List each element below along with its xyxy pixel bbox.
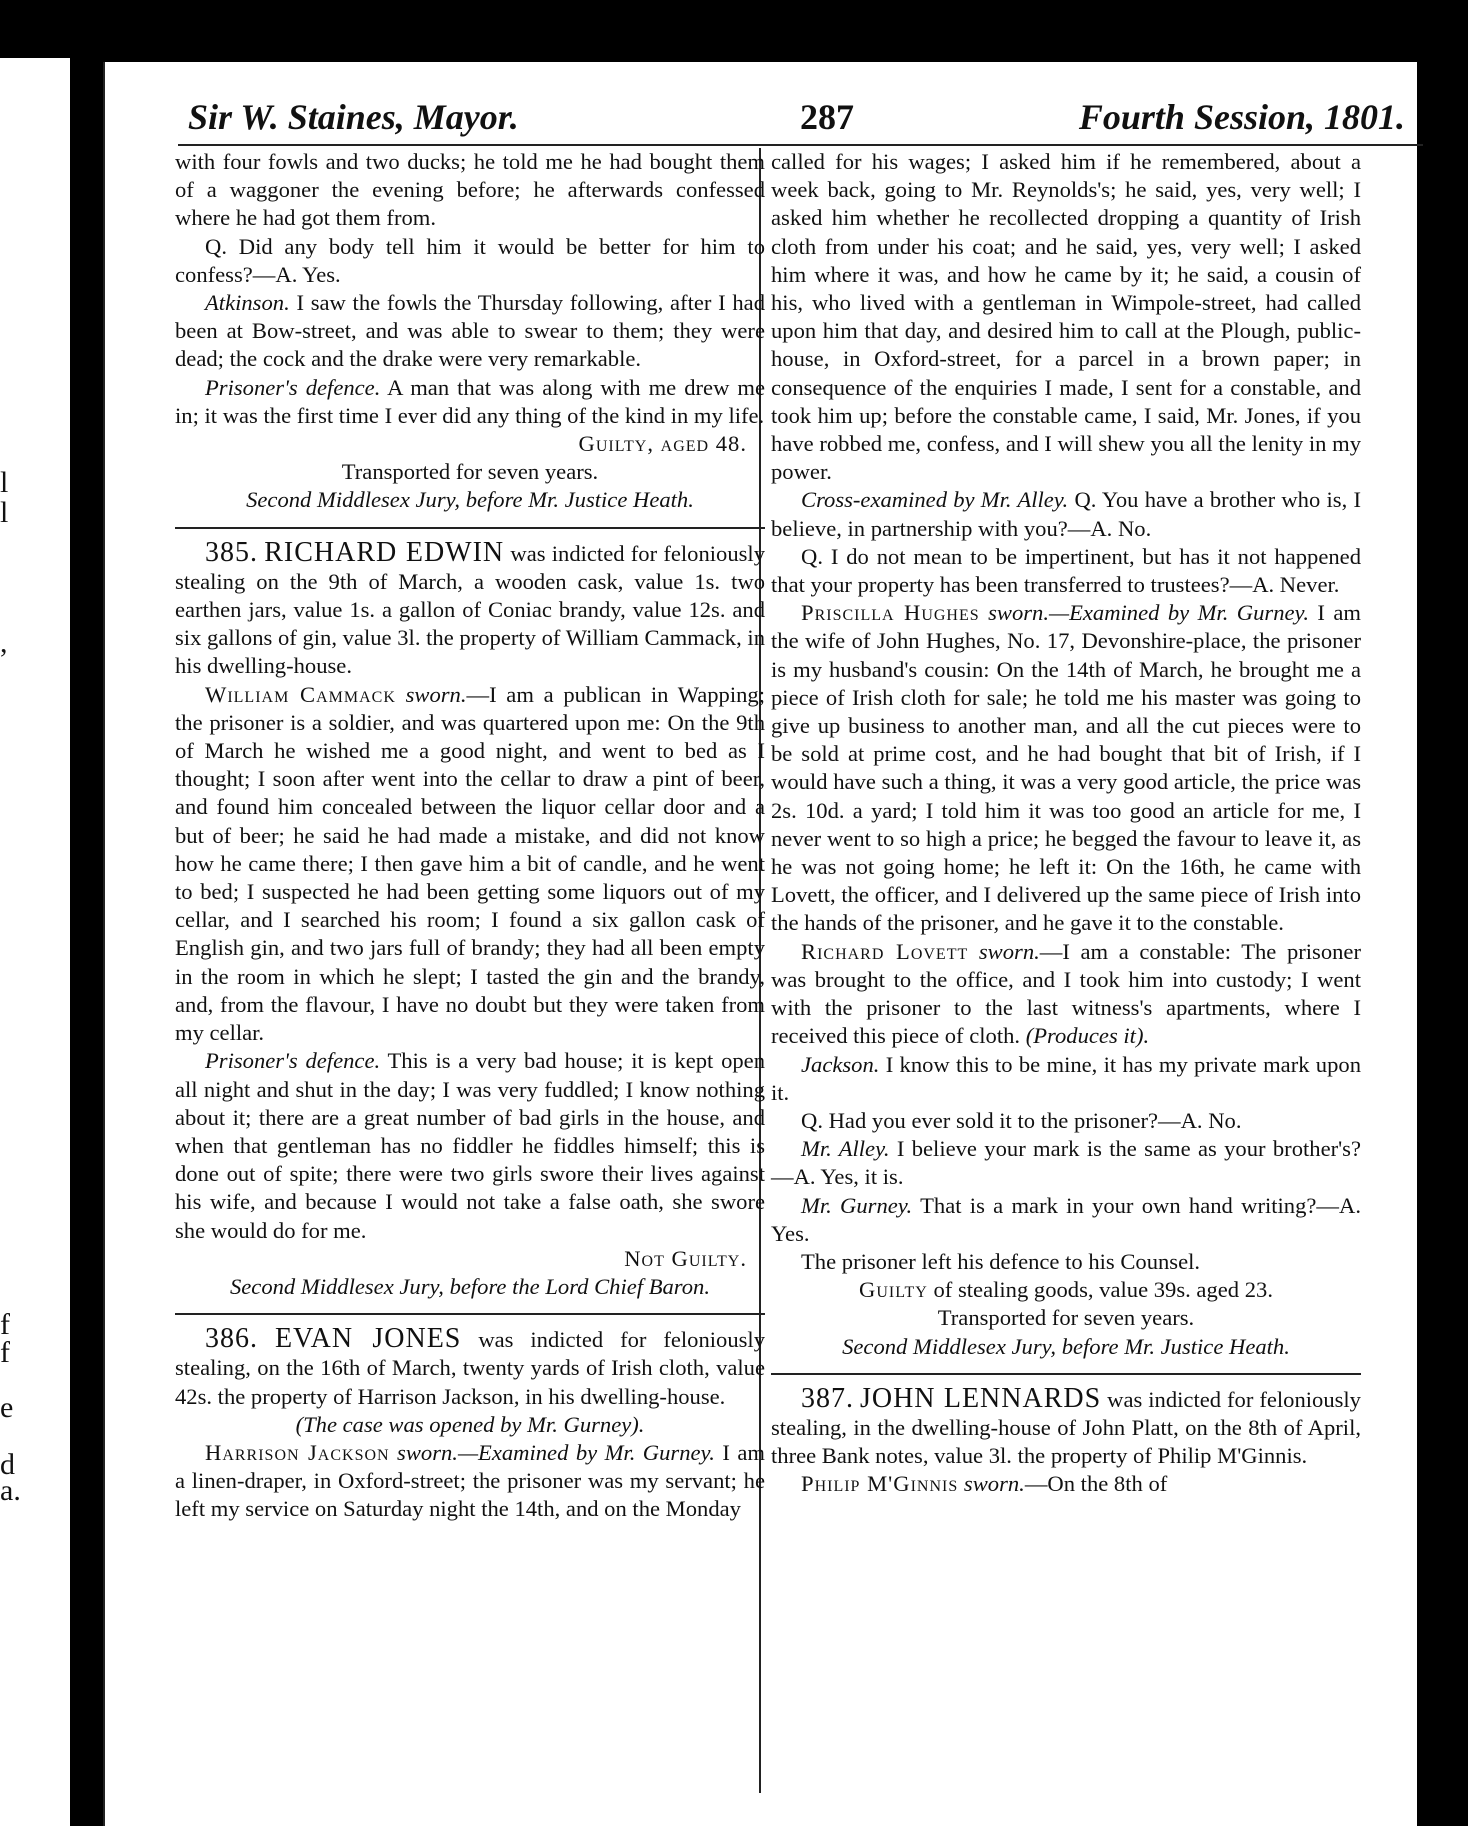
paragraph <box>175 1047 765 1244</box>
testimony: I am the wife of John Hughes, No. 17, Devonshire-place, the prisoner is my husband's cousin: On the 14th of March, he brought me a piece of Irish cloth for sale; he told me his master was going to give up business to another man, and all the cut pieces were to be sold at prime cost, and he had bought that bit of Irish, if I would have such a thing, it was a very good article, the price was 2s. 10d. a yard; I told him it was too good an article for me, I never went to so high a price; he begged the favour to leave it, as he was not going home; he left it: On the 16th, he came with Lovett, the officer, and I delivered up the same piece of Irish into the hands of the prisoner, and he gave it to the constable. <box>771 600 1361 936</box>
paragraph: with four fowls and two ducks; he told me he had bought them of a waggoner the evening before; he afterwards confessed where he had got them from. <box>175 149 765 231</box>
case-number: 385. <box>205 536 258 568</box>
sentence: Transported for seven years. <box>937 1305 1195 1331</box>
testimony: I saw the fowls the Thursday following, after I had been at Bow-street, and was able to swear to them; they were dead; the cock and the drake were very remarkable. <box>175 290 765 372</box>
margin-fragment: e <box>0 1391 14 1424</box>
margin-fragment: l <box>0 466 9 499</box>
paragraph: The prisoner left his defence to his Counsel. <box>801 1248 1201 1274</box>
paragraph: Q. I do not mean to be impertinent, but has it not happened that your property has been transferred to trustees?—A. Never. <box>771 543 1361 598</box>
sworn: sworn. <box>978 938 1040 964</box>
indictment: was indicted for feloniously stealing on the 9th of March, a wooden cask, value 1s. two earthen jars, value 1s. a gallon of Coniac brandy, value 12s. and six gallons of gin, value 3l. the property of William Cammack, in his dwelling-house. <box>175 540 765 679</box>
testimony: I am a linen-draper, in Oxford-street; the prisoner was my servant; he left my service on Saturday night the 14th, and on the Monday <box>175 1439 765 1522</box>
speaker: Mr. Gurney. <box>801 1192 913 1218</box>
paragraph: called for his wages; I asked him if he remembered, about a week back, going to Mr. Reynolds's; he said, yes, very well; I asked him whether he recollected dropping a quantity of Irish cloth from under his coat; and he said, yes, very well; I asked him where it was, and how he came by it; he said, a cousin of his, who lived with a gentleman in Wimpole-street, had called upon him that day, and desired him to call at the Plough, public-house, in Oxford-street, for a parcel in a brown paper; in consequence of the enquiries I made, I sent for a constable, and took him up; before the constable came, I said, Mr. Jones, if you have robbed me, confess, and I will shew you all the lenity in my power. <box>771 149 1361 485</box>
defendant-name: EVAN JONES <box>274 1323 462 1355</box>
testimony: —I am a constable: The prisoner was brought to the office, and I took him into custody; I went with the prisoner to the last witness's apartments, where I received this piece of cloth. <box>771 938 1361 1049</box>
paragraph <box>771 1135 1361 1191</box>
witness-name: Richard Lovett <box>801 938 969 964</box>
case-separator <box>175 527 765 529</box>
case-separator <box>771 1373 1361 1375</box>
verdict: Guilty of stealing goods, value 39s. aged 23. <box>859 1277 1273 1303</box>
case-number: 387. <box>801 1382 854 1414</box>
witness-name: Harrison Jackson <box>205 1439 390 1465</box>
paragraph <box>771 1051 1361 1107</box>
defendant-name: RICHARD EDWIN <box>264 536 505 568</box>
sworn: sworn. <box>405 681 467 707</box>
speaker: Prisoner's defence. <box>205 374 381 400</box>
printed-page <box>103 62 1417 1826</box>
sworn: sworn. <box>963 1471 1025 1497</box>
left-column <box>175 148 765 1524</box>
margin-fragment: a. <box>0 1474 21 1507</box>
jury-line: Second Middlesex Jury, before Mr. Justice Heath. <box>246 487 694 513</box>
testimony: I believe your mark is the same as your brother's?—A. Yes, it is. <box>771 1136 1362 1190</box>
defendant-name: JOHN LENNARDS <box>859 1382 1102 1414</box>
speaker: Jackson. <box>801 1051 880 1077</box>
margin-fragment: , <box>0 626 8 659</box>
verdict: Guilty, aged 48. <box>578 431 747 457</box>
sworn: sworn.—Examined by Mr. Gurney. <box>988 600 1309 626</box>
case-separator <box>175 1313 765 1315</box>
margin-fragment: l <box>0 496 9 529</box>
page-number: 287 <box>800 97 854 137</box>
jury-line: Second Middlesex Jury, before the Lord Chief Baron. <box>229 1273 711 1299</box>
indictment: was indicted for feloniously stealing, on the 16th of March, twenty yards of Irish cloth, value 42s. the property of Harrison Jackson, in his dwelling-house. <box>175 1327 766 1409</box>
paragraph <box>771 938 1361 1051</box>
case-heading <box>175 1325 765 1411</box>
witness-name: William Cammack <box>205 681 396 707</box>
testimony: Q. You have a brother who is, I believe, in partnership with you?—A. No. <box>771 487 1361 541</box>
margin-fragment: d <box>0 1448 15 1481</box>
paragraph: Q. Did any body tell him it would be better for him to confess?—A. Yes. <box>175 233 765 287</box>
witness-name: Priscilla Hughes <box>801 600 980 626</box>
paragraph <box>175 289 765 374</box>
running-header <box>178 96 1423 146</box>
margin-fragment: f <box>0 1308 10 1341</box>
produces-note: (Produces it). <box>1025 1023 1150 1049</box>
header-mayor: Sir W. Staines, Mayor. <box>188 97 519 137</box>
paragraph: Q. Had you ever sold it to the prisoner?—A. No. <box>801 1107 1242 1133</box>
testimony: That is a mark in your own hand writing?—A. Yes. <box>771 1192 1361 1246</box>
case-heading <box>771 1382 1361 1471</box>
paragraph <box>771 1470 1361 1498</box>
testimony: —I am a publican in Wapping; the prisoner is a soldier, and was quartered upon me: On the 9th of March he wished me a good night, and went to bed as I thought; I soon after went into the cellar to draw a pint of beer, and found him concealed between the liquor cellar door and a but of beer; he said he had made a mistake, and did not know how he came there; I then gave him a bit of candle, and he went to bed; I suspected he had been getting some liquors out of my cellar, and I searched his room; I found a six gallon cask of English gin, and two jars full of brandy; they had all been empty in the room in which he slept; I tasted the gin and the brandy, and, from the flavour, I have no doubt but they were taken from my cellar. <box>175 681 765 1046</box>
paragraph <box>175 374 765 430</box>
witness-name: Philip M'Ginnis <box>801 1471 959 1497</box>
speaker: Mr. Alley. <box>801 1136 890 1162</box>
case-opened-note: (The case was opened by Mr. Gurney). <box>295 1411 645 1437</box>
verdict: Not Guilty. <box>624 1245 747 1271</box>
paragraph <box>771 1192 1361 1248</box>
paragraph <box>771 599 1361 937</box>
sworn: sworn.—Examined by Mr. Gurney. <box>397 1439 715 1465</box>
left-page-edge <box>0 58 70 1826</box>
paragraph <box>175 681 765 1048</box>
header-session: Fourth Session, 1801. <box>1078 97 1405 137</box>
testimony: A man that was along with me drew me in; it was the first time I ever did any thing of the kind in my life. <box>175 374 766 428</box>
testimony: I know this to be mine, it has my private mark upon it. <box>771 1051 1361 1105</box>
paragraph <box>175 1439 765 1524</box>
speaker: Cross-examined by Mr. Alley. <box>801 487 1069 513</box>
case-heading <box>175 536 765 681</box>
margin-fragments <box>0 58 70 1826</box>
sentence: Transported for seven years. <box>341 459 599 485</box>
right-column <box>771 148 1361 1499</box>
speaker: Atkinson. <box>205 290 290 316</box>
testimony: —On the 8th of <box>1024 1471 1168 1497</box>
margin-fragment: f <box>0 1336 10 1369</box>
testimony: This is a very bad house; it is kept open all night and shut in the day; I was very fuddled; I know nothing about it; there are a great number of bad girls in the house, and when that gentleman has no fiddler he fiddles himself; this is done out of spite; there were two girls swore their lives against his wife, and because I would not take a false oath, she swore she would do for me. <box>175 1048 766 1243</box>
case-number: 386. <box>205 1323 258 1355</box>
jury-line: Second Middlesex Jury, before Mr. Justice Heath. <box>842 1333 1290 1359</box>
paragraph <box>771 486 1361 542</box>
speaker: Prisoner's defence. <box>205 1048 381 1074</box>
indictment: was indicted for feloniously stealing, in the dwelling-house of John Platt, on the 8th of April, three Bank notes, value 3l. the property of Philip M'Ginnis. <box>771 1386 1361 1469</box>
